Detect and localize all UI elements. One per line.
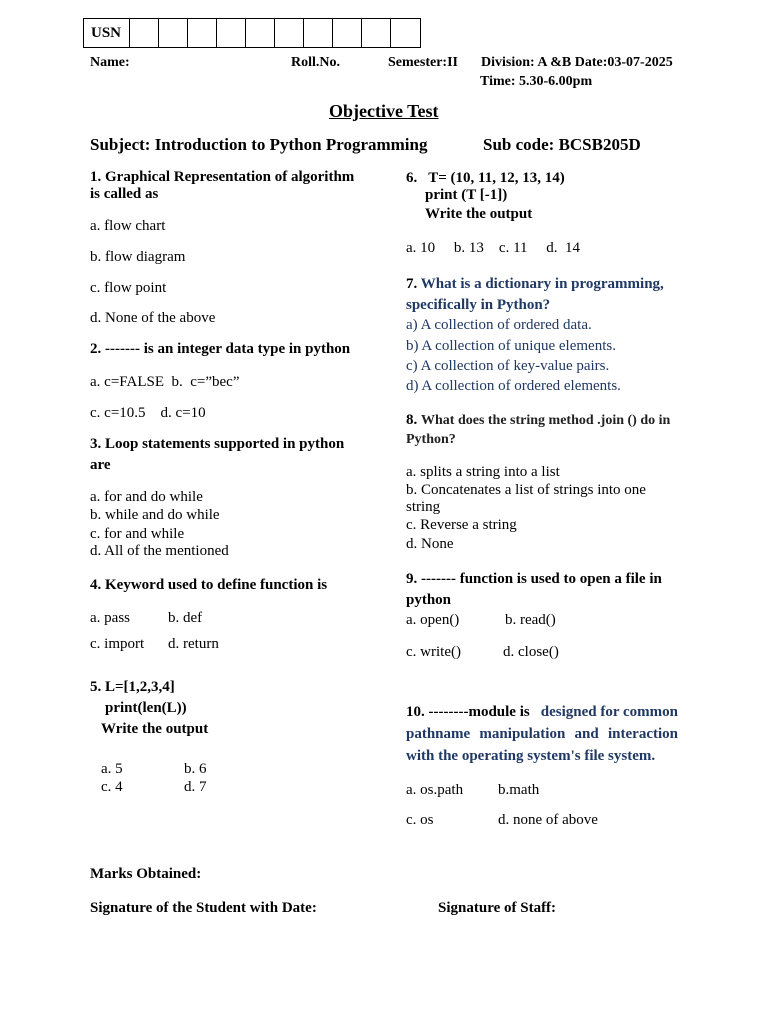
usn-cell [188,19,217,47]
q9-option-c: c. write() [406,644,461,660]
question-9-line-1: 9. ------- function is used to open a file in [406,571,662,587]
question-3-line-1: 3. Loop statements supported in python [90,436,345,452]
q7-option-d: d) A collection of ordered elements. [406,378,621,394]
usn-cell [246,19,275,47]
q8-option-b: b. Concatenates a list of strings into one [406,482,646,498]
q1-option-b: b. flow diagram [90,249,186,265]
question-10-text-1: designed for common [540,704,678,720]
usn-cell [159,19,188,47]
q4-option-d: d. return [168,636,219,652]
q4-option-b: b. def [168,610,203,626]
question-7-line-1 [406,276,664,293]
q10-option-b: b.math [498,782,540,798]
q4-option-a: a. pass [90,610,130,626]
q6-options: a. 10 b. 13 c. 11 d. 14 [406,240,581,256]
q7-option-a: a) A collection of ordered data. [406,317,592,333]
q8-option-b-cont: string [406,499,441,515]
question-5-line-2: print(len(L)) [105,700,187,716]
q9-option-a: a. open() [406,612,460,628]
q5-option-a: a. 5 [101,761,123,777]
usn-cell [275,19,304,47]
usn-cell [217,19,246,47]
q9-option-d: d. close() [503,644,559,660]
division-date-label: Division: A &B Date:03-07-2025 [481,55,673,70]
q5-option-b: b. 6 [184,761,207,777]
question-3-line-2: are [90,457,111,473]
q10-option-c: c. os [406,812,434,828]
question-6-line-3: Write the output [425,206,533,222]
name-label: Name: [90,55,130,70]
question-10-line-3: with the operating system's file system. [406,748,656,764]
q2-options-row-2: c. c=10.5 d. c=10 [90,405,206,421]
staff-signature-label: Signature of Staff: [438,900,557,916]
q2-options-row-1: a. c=FALSE b. c=”bec” [90,374,240,390]
page-title: Objective Test [329,101,439,121]
time-label: Time: 5.30-6.00pm [480,74,593,89]
q5-option-c: c. 4 [101,779,123,795]
question-8-line-2: Python? [406,432,456,447]
usn-cell [130,19,159,47]
q10-option-a: a. os.path [406,782,464,798]
q4-option-c: c. import [90,636,145,652]
usn-cell [333,19,362,47]
question-7-number: 7. [406,276,418,292]
usn-box [83,18,421,48]
subject-title: Subject: Introduction to Python Programming [90,135,428,154]
student-signature-label: Signature of the Student with Date: [90,900,317,916]
q9-option-b: b. read() [505,612,556,628]
q5-option-d: d. 7 [184,779,207,795]
q3-option-b: b. while and do while [90,507,220,523]
question-8-number: 8. [406,412,418,428]
roll-label: Roll.No. [291,55,340,70]
q3-option-c: c. for and while [90,526,185,542]
q1-option-a: a. flow chart [90,218,166,234]
sub-code: Sub code: BCSB205D [483,135,641,154]
question-10-line-1 [406,704,678,721]
usn-cell [362,19,391,47]
q1-option-d: d. None of the above [90,310,216,326]
question-6-line-1: 6. T= (10, 11, 12, 13, 14) [406,170,565,186]
question-4: 4. Keyword used to define function is [90,577,328,593]
question-5-line-3: Write the output [101,721,209,737]
question-10-line-2: pathname manipulation and interaction [406,726,678,742]
question-7-text: What is a dictionary in programming, [420,276,664,292]
usn-cell [391,19,420,47]
marks-obtained-label: Marks Obtained: [90,866,202,882]
question-9-line-2: python [406,592,452,608]
question-5-line-1: 5. L=[1,2,3,4] [90,679,175,695]
q8-option-c: c. Reverse a string [406,517,517,533]
q7-option-c: c) A collection of key-value pairs. [406,358,610,374]
q8-option-a: a. splits a string into a list [406,464,560,480]
semester-label: Semester:II [388,55,458,70]
q8-option-d: d. None [406,536,454,552]
question-8-line-1 [406,412,670,429]
question-7-line-2: specifically in Python? [406,297,551,313]
question-1: 1. Graphical Representation of algorithm is called as [90,169,355,202]
question-10-prefix: 10. --------module is [406,704,530,720]
usn-label: USN [84,19,130,47]
question-6-line-2: print (T [-1]) [425,187,508,203]
q3-option-d: d. All of the mentioned [90,543,229,559]
usn-cell [304,19,333,47]
q1-option-c: c. flow point [90,280,167,296]
question-8-text: What does the string method .join () do in [421,413,671,428]
q3-option-a: a. for and do while [90,489,203,505]
q10-option-d: d. none of above [498,812,598,828]
q7-option-b: b) A collection of unique elements. [406,338,616,354]
question-2: 2. ------- is an integer data type in python [90,341,351,357]
